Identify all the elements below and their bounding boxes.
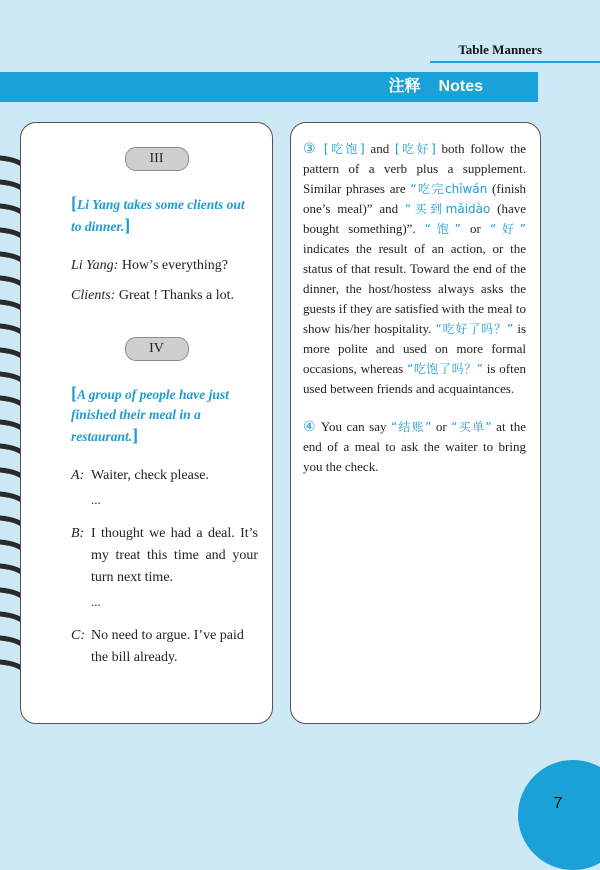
- notes-band-zh: 注释: [388, 78, 421, 95]
- note-text: and: [364, 141, 395, 156]
- zh-term: “好”: [489, 222, 527, 236]
- zh-term: [吃好]: [394, 142, 436, 156]
- zh-term: [吃饱]: [323, 142, 365, 156]
- zh-term: “饱”: [424, 222, 461, 236]
- line-text: Great ! Thanks a lot.: [118, 288, 235, 303]
- notes-band-en: Notes: [438, 78, 483, 95]
- page-number-circle: [518, 760, 600, 870]
- line-text: No need to argue. I’ve paid the bill already.: [91, 628, 244, 665]
- zh-term: “吃好了吗？”: [435, 322, 514, 336]
- dialogue-line: [71, 465, 258, 487]
- zh-term: “结账”: [391, 420, 432, 434]
- speaker-label: Clients:: [71, 288, 116, 303]
- dialogue-card: [20, 122, 273, 724]
- zh-term: “买单”: [451, 420, 492, 434]
- note-text: is often used between friends and acquaintances.: [303, 361, 526, 396]
- note-text: (finish one’s meal)” and: [303, 181, 527, 216]
- note-text: or: [431, 419, 452, 434]
- line-text: Waiter, check please.: [91, 468, 210, 483]
- ellipsis: ...: [91, 594, 101, 609]
- scene-text-iv: A group of people have just finished their meal in a restaurant.: [71, 387, 229, 444]
- speaker-label: A:: [71, 468, 85, 483]
- note-4: [303, 417, 526, 477]
- speaker-label: C:: [71, 628, 85, 643]
- line-text: How’s everything?: [121, 258, 228, 273]
- zh-term: “吃完chīwán: [410, 182, 488, 196]
- line-text: I thought we had a deal. It’s my treat this time and your turn next time.: [91, 526, 258, 585]
- note-3: [303, 139, 526, 399]
- zh-term: “吃饱了吗？”: [407, 362, 483, 376]
- notes-band: [0, 72, 538, 102]
- scene-text-iii: Li Yang takes some clients out to dinner.: [71, 197, 245, 234]
- note-number: ④: [303, 419, 317, 435]
- section-badge-iv: IV: [125, 337, 189, 361]
- note-text: or: [460, 221, 490, 236]
- dialogue-line: [71, 625, 258, 669]
- running-header-title: Table Manners: [458, 42, 542, 57]
- section-badge-iii: III: [125, 147, 189, 171]
- zh-term: “买到mǎidào: [404, 202, 491, 216]
- note-number: ③: [303, 141, 319, 157]
- notes-card: [290, 122, 541, 724]
- page-number: 7: [553, 795, 563, 812]
- note-text: indicates the result of an action, or the status of that result. Toward the end of the dinner, the host/hostess always asks the guests if they are satisfied with the meal to show his/her hospitality.: [303, 241, 526, 336]
- scene-direction-iv: [A group of people have just finished their meal in a restaurant.]: [71, 383, 229, 445]
- speaker-label: B:: [71, 526, 85, 541]
- note-text: both follow the pattern of a verb plus a supplement. Similar phrases are: [303, 141, 526, 196]
- speaker-label: Li Yang:: [71, 258, 119, 273]
- dialogue-line: [71, 285, 258, 307]
- header-rule: [430, 61, 600, 63]
- note-text: You can say: [316, 419, 392, 434]
- scene-direction-iii: [Li Yang takes some clients out to dinner.]: [71, 193, 245, 235]
- note-text: is more polite and used on more formal occasions, whereas: [303, 321, 527, 376]
- note-text: at the end of a meal to ask the waiter to bring you the check.: [303, 419, 526, 474]
- dialogue-line: [71, 523, 258, 589]
- ellipsis: ...: [91, 492, 101, 507]
- dialogue-line: [71, 255, 258, 277]
- note-text: (have bought something)”.: [303, 201, 526, 236]
